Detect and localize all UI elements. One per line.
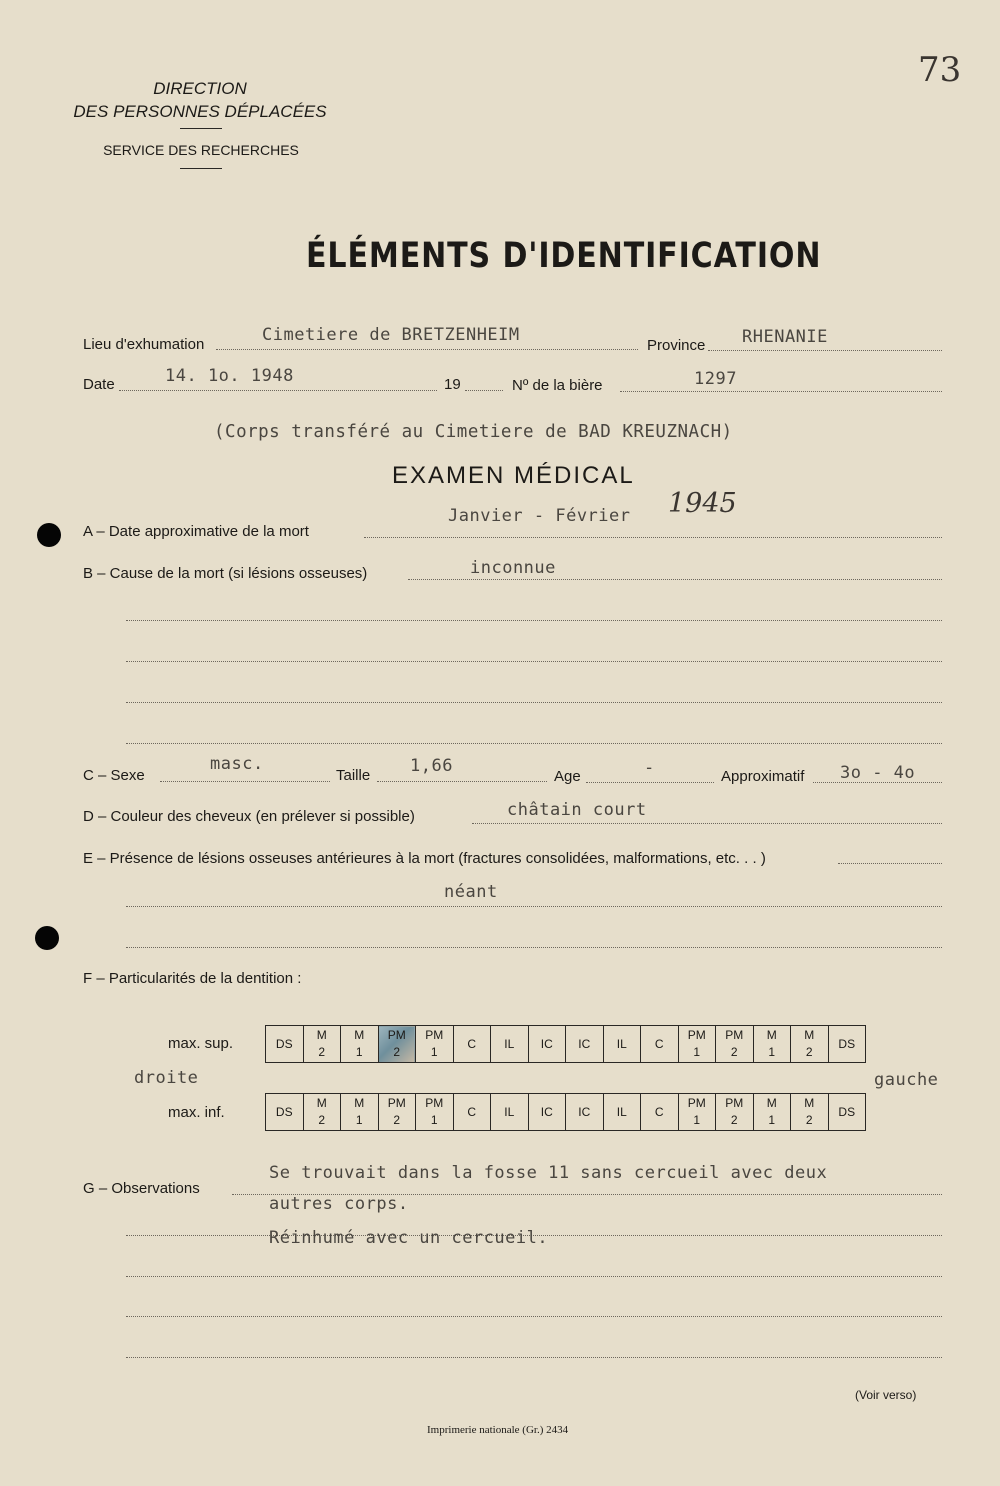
lower-tooth-cell <box>528 1094 566 1131</box>
page-number: 73 <box>918 50 962 90</box>
section-b-line-3 <box>126 661 942 662</box>
tooth-type-label: IL <box>616 1104 627 1119</box>
section-a-line <box>364 537 942 538</box>
voir-verso: (Voir verso) <box>855 1388 917 1402</box>
upper-tooth-cell <box>378 1026 416 1063</box>
tooth-type-label: C <box>654 1036 664 1051</box>
date-value: 14. 1o. 1948 <box>165 366 294 386</box>
upper-tooth-cell <box>266 1026 304 1063</box>
upper-teeth-chart <box>265 1025 866 1063</box>
upper-tooth-cell <box>303 1026 341 1063</box>
lower-tooth-cell <box>378 1094 416 1131</box>
upper-teeth-row <box>266 1026 866 1063</box>
observation-line-3: Réinhumé avec un cercueil. <box>269 1228 549 1248</box>
section-d-value: châtain court <box>507 800 647 820</box>
lower-tooth-cell <box>303 1094 341 1131</box>
lower-tooth-cell <box>828 1094 866 1131</box>
observation-line-1: Se trouvait dans la fosse 11 sans cercueil avec deux <box>269 1163 828 1183</box>
upper-tooth-cell <box>678 1026 716 1063</box>
section-e-line-3 <box>126 947 942 948</box>
lower-tooth-cell <box>341 1094 379 1131</box>
tooth-type-label: PM <box>725 1096 744 1110</box>
header-divider <box>180 128 222 129</box>
tooth-type-label: M <box>354 1028 365 1042</box>
tooth-type-label: PM <box>425 1028 444 1042</box>
biere-value: 1297 <box>694 369 737 389</box>
tooth-type-label: IC <box>578 1104 591 1119</box>
lower-tooth-cell <box>753 1094 791 1131</box>
lower-tooth-cell <box>791 1094 829 1131</box>
tooth-type-label: M <box>354 1096 365 1110</box>
section-g-line-3 <box>126 1276 942 1277</box>
tooth-number-label: 1 <box>693 1045 701 1059</box>
age-value: - <box>644 758 655 778</box>
upper-tooth-cell <box>641 1026 679 1063</box>
upper-tooth-cell <box>603 1026 641 1063</box>
approximatif-label: Approximatif <box>721 768 805 785</box>
tooth-type-label: PM <box>687 1096 706 1110</box>
section-d-line <box>472 823 942 824</box>
service-name: SERVICE DES RECHERCHES <box>103 142 299 158</box>
section-a-value: Janvier - Février <box>448 506 631 526</box>
direction-line2: DES PERSONNES DÉPLACÉES <box>73 102 327 121</box>
binder-hole-bottom <box>35 926 59 950</box>
tooth-type-label: IC <box>578 1036 591 1051</box>
tooth-number-label: 2 <box>393 1113 401 1127</box>
lower-tooth-cell <box>678 1094 716 1131</box>
age-line <box>586 782 714 783</box>
upper-tooth-cell <box>566 1026 604 1063</box>
tooth-type-label: M <box>316 1028 327 1042</box>
tooth-number-label: 1 <box>355 1113 363 1127</box>
tooth-number-label: 2 <box>318 1045 326 1059</box>
tooth-number-label: 2 <box>393 1045 401 1059</box>
tooth-type-label: M <box>804 1028 815 1042</box>
section-b-line-2 <box>126 620 942 621</box>
tooth-type-label: IC <box>540 1104 553 1119</box>
observation-line-2: autres corps. <box>269 1194 409 1214</box>
date-label: Date <box>83 376 115 393</box>
upper-tooth-cell <box>716 1026 754 1063</box>
upper-tooth-cell <box>453 1026 491 1063</box>
tooth-type-label: M <box>316 1096 327 1110</box>
lower-tooth-cell <box>603 1094 641 1131</box>
section-g-line-5 <box>126 1357 942 1358</box>
age-label: Age <box>554 768 581 785</box>
lower-teeth-row <box>266 1094 866 1131</box>
tooth-type-label: PM <box>387 1028 406 1042</box>
upper-tooth-cell <box>341 1026 379 1063</box>
header-direction <box>60 77 340 123</box>
upper-tooth-cell <box>828 1026 866 1063</box>
date-line <box>119 390 437 391</box>
tooth-type-label: PM <box>725 1028 744 1042</box>
max-sup-label: max. sup. <box>168 1035 234 1052</box>
tooth-type-label: DS <box>275 1104 293 1119</box>
printer-footer: Imprimerie nationale (Gr.) 2434 <box>427 1424 569 1436</box>
tooth-type-label: C <box>467 1104 477 1119</box>
droite-label: droite <box>134 1068 199 1088</box>
section-e-value: néant <box>444 882 498 902</box>
gauche-label: gauche <box>874 1070 939 1090</box>
tooth-type-label: DS <box>838 1104 856 1119</box>
upper-tooth-cell <box>491 1026 529 1063</box>
upper-tooth-cell <box>416 1026 454 1063</box>
lower-tooth-cell <box>453 1094 491 1131</box>
lower-tooth-cell <box>491 1094 529 1131</box>
upper-tooth-cell <box>528 1026 566 1063</box>
taille-value: 1,66 <box>410 756 453 776</box>
tooth-number-label: 1 <box>693 1113 701 1127</box>
tooth-type-label: M <box>766 1096 777 1110</box>
page-title: ÉLÉMENTS D'IDENTIFICATION <box>306 236 822 276</box>
tooth-type-label: DS <box>275 1036 293 1051</box>
service-divider <box>180 168 222 169</box>
section-b-label: B – Cause de la mort (si lésions osseuses) <box>83 565 368 582</box>
section-b-value: inconnue <box>470 558 556 578</box>
tooth-number-label: 2 <box>805 1113 813 1127</box>
upper-tooth-cell <box>753 1026 791 1063</box>
direction-line1: DIRECTION <box>153 79 247 98</box>
tooth-type-label: IL <box>616 1036 627 1051</box>
lower-tooth-cell <box>641 1094 679 1131</box>
lieu-value: Cimetiere de BRETZENHEIM <box>262 325 520 345</box>
tooth-number-label: 2 <box>730 1113 738 1127</box>
tooth-number-label: 1 <box>768 1045 776 1059</box>
tooth-type-label: PM <box>425 1096 444 1110</box>
section-g-label: G – Observations <box>83 1180 200 1197</box>
section-g-line-4 <box>126 1316 942 1317</box>
sexe-value: masc. <box>210 754 264 774</box>
year-prefix: 19 <box>444 376 461 393</box>
tooth-number-label: 1 <box>355 1045 363 1059</box>
taille-label: Taille <box>336 767 371 784</box>
section-b-line-4 <box>126 702 942 703</box>
tooth-number-label: 2 <box>730 1045 738 1059</box>
tooth-number-label: 1 <box>430 1113 438 1127</box>
lower-teeth-chart <box>265 1093 866 1131</box>
tooth-number-label: 1 <box>430 1045 438 1059</box>
section-b-line <box>408 579 942 580</box>
province-value: RHENANIE <box>742 327 828 347</box>
exam-title: EXAMEN MÉDICAL <box>392 462 635 489</box>
tooth-type-label: C <box>654 1104 664 1119</box>
tooth-type-label: PM <box>687 1028 706 1042</box>
section-e-label: E – Présence de lésions osseuses antérieures à la mort (fractures consolidées, malformations, etc. . . ) <box>83 850 766 867</box>
lower-tooth-cell <box>266 1094 304 1131</box>
biere-label: Nº de la bière <box>512 377 603 394</box>
tooth-type-label: DS <box>838 1036 856 1051</box>
province-label: Province <box>647 337 706 354</box>
province-line <box>708 350 942 351</box>
lieu-label: Lieu d'exhumation <box>83 336 205 353</box>
section-e-line <box>838 863 942 864</box>
section-a-label: A – Date approximative de la mort <box>83 523 309 540</box>
upper-tooth-cell <box>791 1026 829 1063</box>
tooth-number-label: 2 <box>805 1045 813 1059</box>
lower-tooth-cell <box>416 1094 454 1131</box>
binder-hole-top <box>37 523 61 547</box>
lieu-line <box>216 349 638 350</box>
tooth-type-label: PM <box>387 1096 406 1110</box>
section-f-label: F – Particularités de la dentition : <box>83 970 302 987</box>
tooth-type-label: M <box>804 1096 815 1110</box>
section-d-label: D – Couleur des cheveux (en prélever si possible) <box>83 808 415 825</box>
section-e-line-2 <box>126 906 942 907</box>
section-b-line-5 <box>126 743 942 744</box>
section-c-sexe-label: C – Sexe <box>83 767 145 784</box>
year-line <box>465 390 503 391</box>
sexe-line <box>160 781 330 782</box>
tooth-type-label: IL <box>504 1104 515 1119</box>
tooth-type-label: C <box>467 1036 477 1051</box>
tooth-type-label: IC <box>540 1036 553 1051</box>
lower-tooth-cell <box>716 1094 754 1131</box>
lower-tooth-cell <box>566 1094 604 1131</box>
tooth-type-label: IL <box>504 1036 515 1051</box>
taille-line <box>377 781 547 782</box>
tooth-number-label: 2 <box>318 1113 326 1127</box>
max-inf-label: max. inf. <box>168 1104 225 1121</box>
tooth-number-label: 1 <box>768 1113 776 1127</box>
section-a-year: 1945 <box>668 488 737 519</box>
approximatif-value: 3o - 4o <box>840 763 916 783</box>
transfer-note: (Corps transféré au Cimetiere de BAD KREUZNACH) <box>214 422 733 442</box>
biere-line <box>620 391 942 392</box>
tooth-type-label: M <box>766 1028 777 1042</box>
